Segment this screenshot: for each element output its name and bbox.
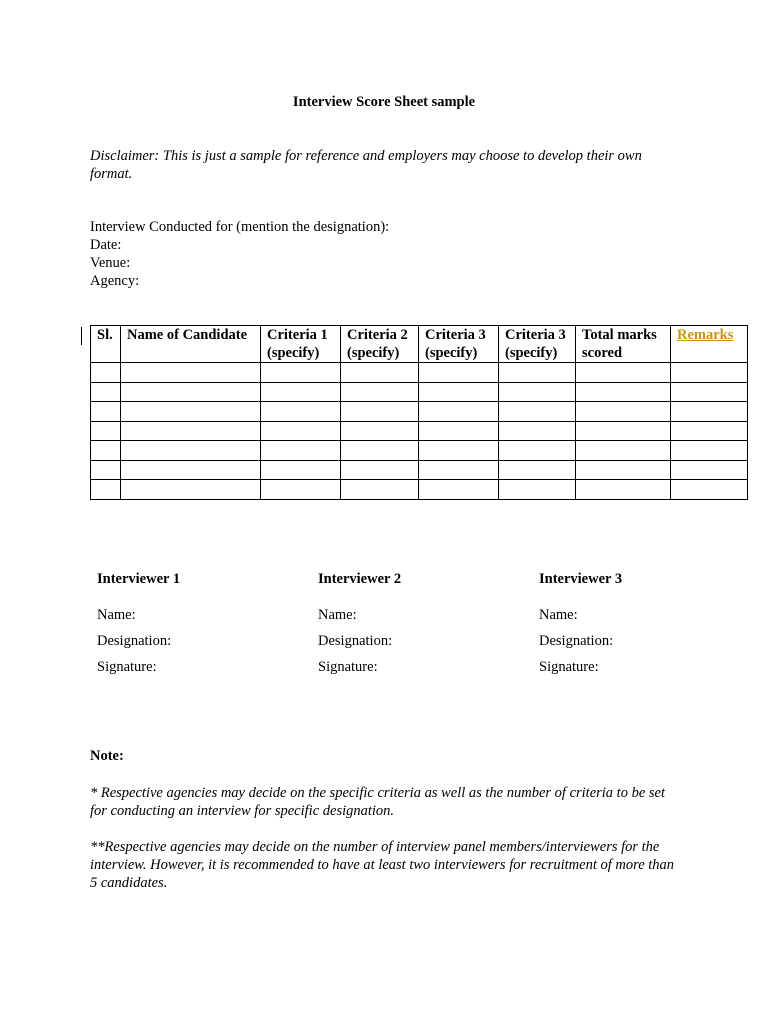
header-remarks[interactable] (671, 326, 748, 363)
disclaimer-text: Disclaimer: This is just a sample for reference and employers may choose to develop their own format. (90, 148, 642, 182)
interviewer-heading: Interviewer 3 (539, 571, 623, 587)
table-cell[interactable] (671, 382, 748, 402)
table-cell[interactable] (121, 441, 261, 461)
interviewer-name-label: Name: (539, 607, 578, 623)
table-cell[interactable] (576, 480, 671, 500)
text-cursor (81, 327, 82, 345)
interviewer-block-3 (539, 571, 739, 685)
table-cell[interactable] (91, 441, 121, 461)
table-cell[interactable] (671, 441, 748, 461)
table-cell[interactable] (499, 460, 576, 480)
header-criteria-1: Criteria 1 (specify) (261, 326, 341, 363)
score-table (90, 325, 748, 500)
designation-field-label: Interview Conducted for (mention the designation): (90, 219, 390, 235)
table-cell[interactable] (121, 402, 261, 422)
table-cell[interactable] (419, 480, 499, 500)
table-cell[interactable] (121, 480, 261, 500)
venue-field-label: Venue: (90, 255, 131, 271)
interviewer-designation-label: Designation: (539, 633, 614, 649)
table-cell[interactable] (671, 480, 748, 500)
table-cell[interactable] (499, 480, 576, 500)
table-cell[interactable] (671, 363, 748, 383)
table-cell[interactable] (576, 402, 671, 422)
table-row (91, 363, 748, 383)
table-cell[interactable] (671, 421, 748, 441)
table-cell[interactable] (576, 363, 671, 383)
interviewer-signature-label: Signature: (97, 659, 157, 675)
interviewer-designation-label: Designation: (318, 633, 393, 649)
table-cell[interactable] (261, 441, 341, 461)
table-cell[interactable] (576, 382, 671, 402)
interviewer-name-label: Name: (97, 607, 136, 623)
interviewer-heading: Interviewer 1 (97, 571, 181, 587)
header-criteria-3-second: Criteria 3 (specify) (499, 326, 576, 363)
table-cell[interactable] (499, 421, 576, 441)
agency-field-label: Agency: (90, 273, 140, 289)
table-row (91, 460, 748, 480)
table-cell[interactable] (261, 402, 341, 422)
interviewer-name-label: Name: (318, 607, 357, 623)
table-cell[interactable] (419, 460, 499, 480)
table-cell[interactable] (341, 480, 419, 500)
header-total-marks: Total marks scored (576, 326, 671, 363)
table-cell[interactable] (419, 363, 499, 383)
table-cell[interactable] (419, 421, 499, 441)
table-row (91, 421, 748, 441)
table-row (91, 402, 748, 422)
header-criteria-3: Criteria 3 (specify) (419, 326, 499, 363)
table-cell[interactable] (91, 363, 121, 383)
table-cell[interactable] (91, 460, 121, 480)
table-cell[interactable] (91, 402, 121, 422)
table-cell[interactable] (341, 460, 419, 480)
table-cell[interactable] (261, 480, 341, 500)
table-cell[interactable] (419, 441, 499, 461)
table-cell[interactable] (499, 363, 576, 383)
table-cell[interactable] (576, 441, 671, 461)
table-cell[interactable] (341, 382, 419, 402)
table-cell[interactable] (91, 480, 121, 500)
note-paragraph-2: **Respective agencies may decide on the number of interview panel members/interviewers for the interview. However, it is recommended to have at least two interviewers for recruitment of more than 5 candidates. (90, 839, 675, 891)
remarks-link[interactable]: Remarks (677, 327, 734, 343)
table-header-row (91, 326, 748, 363)
table-cell[interactable] (261, 363, 341, 383)
table-cell[interactable] (576, 460, 671, 480)
table-cell[interactable] (341, 363, 419, 383)
document-title: Interview Score Sheet sample (292, 94, 476, 110)
table-cell[interactable] (576, 421, 671, 441)
date-field-label: Date: (90, 237, 122, 253)
table-cell[interactable] (341, 441, 419, 461)
table-cell[interactable] (671, 460, 748, 480)
table-cell[interactable] (671, 402, 748, 422)
table-cell[interactable] (499, 382, 576, 402)
interviewer-heading: Interviewer 2 (318, 571, 402, 587)
table-cell[interactable] (91, 382, 121, 402)
interviewer-block-2 (318, 571, 518, 685)
interviewer-block-1 (97, 571, 297, 685)
table-row (91, 441, 748, 461)
table-cell[interactable] (261, 421, 341, 441)
table-cell[interactable] (121, 363, 261, 383)
header-criteria-2: Criteria 2 (specify) (341, 326, 419, 363)
table-row (91, 382, 748, 402)
table-cell[interactable] (121, 460, 261, 480)
header-sl: Sl. (91, 326, 121, 363)
table-cell[interactable] (341, 421, 419, 441)
interviewer-signature-label: Signature: (318, 659, 378, 675)
table-cell[interactable] (499, 441, 576, 461)
table-cell[interactable] (341, 402, 419, 422)
interview-details (90, 218, 389, 290)
note-heading: Note: (90, 748, 124, 764)
interviewer-designation-label: Designation: (97, 633, 172, 649)
table-row (91, 480, 748, 500)
note-paragraph-1: * Respective agencies may decide on the specific criteria as well as the number of criteria to be set for conducting an interview for specific designation. (90, 785, 666, 819)
table-cell[interactable] (419, 382, 499, 402)
table-cell[interactable] (499, 402, 576, 422)
table-cell[interactable] (419, 402, 499, 422)
table-cell[interactable] (121, 421, 261, 441)
table-cell[interactable] (261, 382, 341, 402)
table-cell[interactable] (121, 382, 261, 402)
interviewer-signature-label: Signature: (539, 659, 599, 675)
table-cell[interactable] (261, 460, 341, 480)
header-name-of-candidate: Name of Candidate (121, 326, 261, 363)
table-cell[interactable] (91, 421, 121, 441)
